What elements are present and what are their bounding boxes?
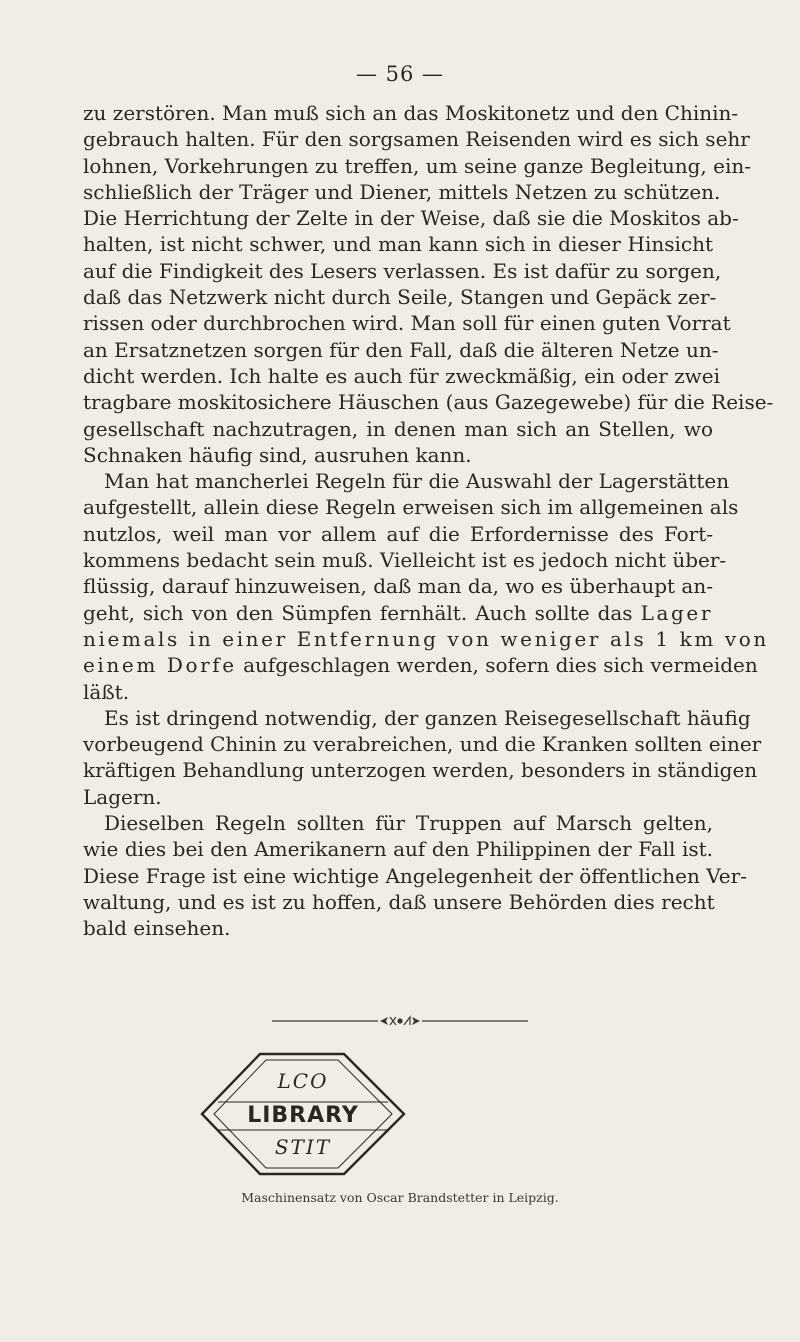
line-text: Schnaken häufig sind, ausruhen kann.	[83, 442, 472, 467]
stamp-top-text: LCO	[277, 1069, 329, 1093]
stamp-bottom-text: STIT	[274, 1135, 332, 1159]
line-text: Es ist dringend notwendig, der ganzen Reisegesellschaft häufig	[104, 705, 751, 730]
text-line	[83, 705, 751, 731]
text-line	[83, 284, 717, 310]
text-line	[83, 205, 739, 231]
text-line	[83, 494, 739, 520]
printer-imprint: Maschinensatz von Oscar Brandstetter in Leipzig.	[241, 1190, 559, 1205]
text-line	[83, 100, 739, 126]
line-text: auf die Findigkeit des Lesers verlassen. Es ist dafür zu sorgen,	[83, 258, 722, 283]
line-text: aufgestellt, allein diese Regeln erweisen sich im allgemeinen als	[83, 495, 739, 520]
text-line	[83, 310, 731, 336]
spaced-emphasis: Lager	[640, 600, 713, 625]
page-number: — 56 —	[355, 62, 445, 86]
line-text: flüssig, darauf hinzuweisen, daß man da, wo es überhaupt an-	[83, 574, 713, 599]
line-text: an Ersatznetzen sorgen für den Fall, daß die älteren Netze un-	[83, 337, 719, 362]
line-text: schließlich der Träger und Diener, mittels Netzen zu schützen.	[83, 179, 721, 204]
line-text: Dieselben Regeln sollten für Truppen auf Marsch gelten,	[104, 811, 713, 836]
ornamental-divider	[0, 1014, 800, 1028]
line-text: gebrauch halten. Für den sorgsamen Reisenden wird es sich sehr	[83, 127, 750, 152]
text-line	[83, 363, 721, 389]
text-line	[83, 521, 713, 547]
text-line	[83, 179, 721, 205]
text-line	[83, 889, 713, 915]
line-text: dicht werden. Ich halte es auch für zweckmäßig, ein oder zwei	[83, 363, 721, 388]
line-text: aufgeschlagen werden, sofern dies sich vermeiden	[243, 653, 758, 678]
line-text: Diese Frage ist eine wichtige Angelegenheit der öffentlichen Ver-	[83, 863, 747, 888]
line-text: kommens bedacht sein muß. Vielleicht ist es jedoch nicht über-	[83, 548, 727, 573]
line-text: halten, ist nicht schwer, und man kann sich in dieser Hinsicht	[83, 232, 713, 257]
text-line	[83, 389, 774, 415]
body-text	[83, 100, 774, 942]
line-text: daß das Netzwerk nicht durch Seile, Stangen und Gepäck zer-	[83, 285, 717, 310]
text-line	[83, 600, 713, 626]
text-line	[83, 731, 762, 757]
line-text: waltung, und es ist zu hoffen, daß unsere Behörden dies recht	[83, 889, 715, 914]
text-line	[83, 652, 758, 678]
text-line	[83, 126, 750, 152]
line-text: läßt.	[83, 679, 130, 704]
line-text: zu zerstören. Man muß sich an das Moskitonetz und den Chinin-	[83, 101, 739, 125]
text-line	[83, 547, 727, 573]
line-text: lohnen, Vorkehrungen zu treffen, um seine ganze Begleitung, ein-	[83, 153, 751, 178]
text-line	[83, 915, 713, 941]
line-text: Man hat mancherlei Regeln für die Auswahl der Lagerstätten	[104, 469, 730, 494]
line-text: bald einsehen.	[83, 916, 231, 941]
text-line	[83, 442, 713, 468]
text-line	[83, 573, 713, 599]
text-line	[83, 679, 713, 705]
spaced-emphasis: einem Dorfe	[83, 653, 237, 678]
line-text: gesellschaft nachzutragen, in denen man sich an Stellen, wo	[83, 416, 713, 441]
text-line	[83, 863, 747, 889]
line-text: kräftigen Behandlung unterzogen werden, besonders in ständigen	[83, 758, 758, 783]
line-text: wie dies bei den Amerikanern auf den Philippinen der Fall ist.	[83, 837, 713, 862]
text-line	[83, 468, 730, 494]
stamp-center-text: LIBRARY	[247, 1103, 359, 1128]
line-text: tragbare moskitosichere Häuschen (aus Gazegewebe) für die Reise-	[83, 390, 774, 415]
text-line	[83, 784, 713, 810]
line-text: nutzlos, weil man vor allem auf die Erfordernisse des Fort-	[83, 521, 713, 546]
text-line	[83, 836, 713, 862]
text-line	[83, 626, 769, 652]
text-line	[83, 810, 713, 836]
line-text: vorbeugend Chinin zu verabreichen, und die Kranken sollten einer	[83, 732, 762, 757]
text-line	[83, 337, 719, 363]
line-text: Lagern.	[83, 784, 162, 809]
line-text: geht, sich von den Sümpfen fernhält. Auch sollte das	[83, 600, 633, 625]
text-line	[83, 258, 722, 284]
text-line	[83, 153, 751, 179]
text-line	[83, 231, 713, 257]
line-text: Die Herrichtung der Zelte in der Weise, daß sie die Moskitos ab-	[83, 206, 739, 231]
library-stamp	[198, 1050, 408, 1178]
text-line	[83, 757, 758, 783]
text-line	[83, 416, 713, 442]
spaced-emphasis: niemals in einer Entfernung von weniger als 1 km von	[83, 626, 769, 651]
line-text: rissen oder durchbrochen wird. Man soll für einen guten Vorrat	[83, 311, 731, 336]
